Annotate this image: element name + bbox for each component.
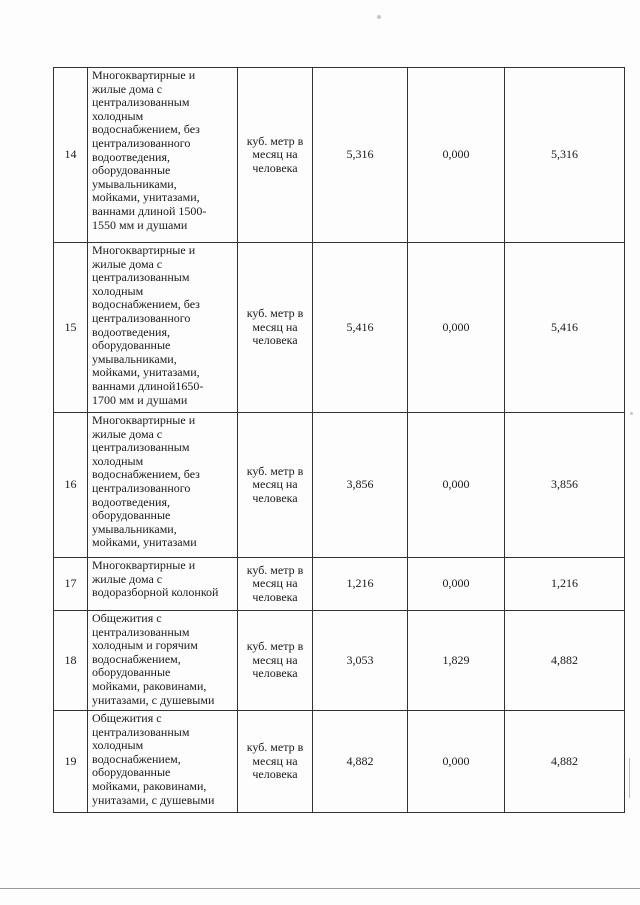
housing-description bbox=[88, 413, 238, 558]
description-line: Многоквартирные и bbox=[92, 558, 196, 572]
hot-water-value: 0,000 bbox=[408, 558, 505, 611]
description-line: унитазами, с душевыми bbox=[92, 692, 215, 707]
cold-water-value: 5,316 bbox=[313, 68, 408, 243]
unit-of-measure bbox=[238, 243, 313, 413]
row-number: 15 bbox=[54, 243, 88, 413]
total-value: 5,316 bbox=[505, 68, 625, 243]
total-value: 4,882 bbox=[505, 711, 625, 813]
description-line: водоотведения, bbox=[92, 494, 170, 509]
description-line: оборудованные bbox=[92, 665, 171, 680]
description-line: водоснабжением, bbox=[92, 751, 181, 766]
description-line: Многоквартирные и bbox=[92, 243, 196, 257]
description-line: водоразборной колонкой bbox=[92, 585, 219, 600]
unit-line: месяц на bbox=[252, 753, 298, 768]
cold-water-value: 3,053 bbox=[313, 611, 408, 711]
description-line: Общежития с bbox=[92, 711, 162, 725]
description-line: жилые дома с bbox=[92, 426, 163, 441]
description-line: оборудованные bbox=[92, 163, 171, 178]
description-line: водоснабжением, bbox=[92, 651, 181, 666]
unit-of-measure bbox=[238, 558, 313, 611]
unit-line: месяц на bbox=[252, 576, 298, 591]
description-line: 1550 мм и душами bbox=[92, 217, 188, 232]
cold-water-value: 3,856 bbox=[313, 413, 408, 558]
description-line: жилые дома с bbox=[92, 571, 163, 586]
table-row bbox=[54, 243, 625, 413]
description-line: централизованного bbox=[92, 480, 191, 495]
hot-water-value: 0,000 bbox=[408, 413, 505, 558]
unit-line: человека bbox=[252, 767, 298, 782]
table-row bbox=[54, 413, 625, 558]
description-line: мойками, унитазами, bbox=[92, 190, 200, 205]
unit-of-measure bbox=[238, 68, 313, 243]
consumption-norms-table bbox=[53, 67, 625, 813]
cold-water-value: 4,882 bbox=[313, 711, 408, 813]
total-value: 1,216 bbox=[505, 558, 625, 611]
hot-water-value: 0,000 bbox=[408, 243, 505, 413]
description-line: жилые дома с bbox=[92, 81, 163, 96]
description-line: централизованным bbox=[92, 440, 190, 455]
description-line: Многоквартирные и bbox=[92, 413, 196, 427]
description-line: Общежития с bbox=[92, 611, 162, 625]
housing-description bbox=[88, 711, 238, 813]
description-line: централизованным bbox=[92, 95, 190, 110]
description-line: централизованным bbox=[92, 724, 190, 739]
description-line: холодным bbox=[92, 283, 144, 298]
description-line: холодным bbox=[92, 738, 144, 753]
table-body bbox=[54, 68, 625, 813]
hot-water-value: 0,000 bbox=[408, 68, 505, 243]
description-line: умывальниками, bbox=[92, 176, 177, 191]
scan-mark bbox=[629, 758, 630, 798]
description-line: холодным bbox=[92, 453, 144, 468]
unit-line: куб. метр в bbox=[246, 562, 304, 577]
table-row bbox=[54, 711, 625, 813]
total-value: 5,416 bbox=[505, 243, 625, 413]
unit-of-measure bbox=[238, 413, 313, 558]
description-line: водоснабжением, без bbox=[92, 297, 200, 312]
unit-line: человека bbox=[252, 589, 298, 604]
unit-line: человека bbox=[252, 160, 298, 175]
description-line: холодным и горячим bbox=[92, 638, 198, 653]
row-number: 17 bbox=[54, 558, 88, 611]
total-value: 4,882 bbox=[505, 611, 625, 711]
unit-line: месяц на bbox=[252, 477, 298, 492]
unit-line: куб. метр в bbox=[246, 306, 304, 321]
description-line: мойками, унитазами, bbox=[92, 365, 200, 380]
description-line: ваннами длиной1650- bbox=[92, 378, 204, 393]
unit-line: месяц на bbox=[252, 147, 298, 162]
table-row bbox=[54, 558, 625, 611]
description-line: централизованного bbox=[92, 135, 191, 150]
description-line: централизованным bbox=[92, 270, 190, 285]
scan-speck bbox=[630, 412, 633, 415]
description-line: ваннами длиной 1500- bbox=[92, 203, 207, 218]
description-line: централизованного bbox=[92, 310, 191, 325]
row-number: 16 bbox=[54, 413, 88, 558]
table-row bbox=[54, 611, 625, 711]
row-number: 18 bbox=[54, 611, 88, 711]
description-line: водоотведения, bbox=[92, 149, 170, 164]
hot-water-value: 1,829 bbox=[408, 611, 505, 711]
unit-line: куб. метр в bbox=[246, 639, 304, 654]
unit-line: куб. метр в bbox=[246, 740, 304, 755]
unit-of-measure bbox=[238, 711, 313, 813]
description-line: мойками, раковинами, bbox=[92, 778, 207, 793]
hot-water-value: 0,000 bbox=[408, 711, 505, 813]
description-line: мойками, раковинами, bbox=[92, 678, 207, 693]
description-line: оборудованные bbox=[92, 508, 171, 523]
unit-line: месяц на bbox=[252, 652, 298, 667]
description-line: мойками, унитазами bbox=[92, 535, 197, 550]
row-number: 19 bbox=[54, 711, 88, 813]
description-line: водоснабжением, без bbox=[92, 122, 200, 137]
description-line: холодным bbox=[92, 108, 144, 123]
housing-description bbox=[88, 243, 238, 413]
unit-line: человека bbox=[252, 490, 298, 505]
total-value: 3,856 bbox=[505, 413, 625, 558]
housing-description bbox=[88, 558, 238, 611]
description-line: Многоквартирные и bbox=[92, 68, 196, 82]
scan-speck bbox=[377, 15, 381, 19]
description-line: водоотведения, bbox=[92, 324, 170, 339]
description-line: унитазами, с душевыми bbox=[92, 792, 215, 807]
cold-water-value: 1,216 bbox=[313, 558, 408, 611]
unit-line: человека bbox=[252, 666, 298, 681]
unit-line: куб. метр в bbox=[246, 463, 304, 478]
housing-description bbox=[88, 68, 238, 243]
unit-line: куб. метр в bbox=[246, 133, 304, 148]
description-line: оборудованные bbox=[92, 338, 171, 353]
description-line: 1700 мм и душами bbox=[92, 392, 188, 407]
description-line: умывальниками, bbox=[92, 351, 177, 366]
housing-description bbox=[88, 611, 238, 711]
description-line: централизованным bbox=[92, 624, 190, 639]
cold-water-value: 5,416 bbox=[313, 243, 408, 413]
description-line: умывальниками, bbox=[92, 521, 177, 536]
description-line: водоснабжением, без bbox=[92, 467, 200, 482]
description-line: оборудованные bbox=[92, 765, 171, 780]
page-bottom-rule bbox=[0, 888, 640, 889]
table-row bbox=[54, 68, 625, 243]
unit-of-measure bbox=[238, 611, 313, 711]
row-number: 14 bbox=[54, 68, 88, 243]
unit-line: месяц на bbox=[252, 319, 298, 334]
description-line: жилые дома с bbox=[92, 256, 163, 271]
unit-line: человека bbox=[252, 333, 298, 348]
